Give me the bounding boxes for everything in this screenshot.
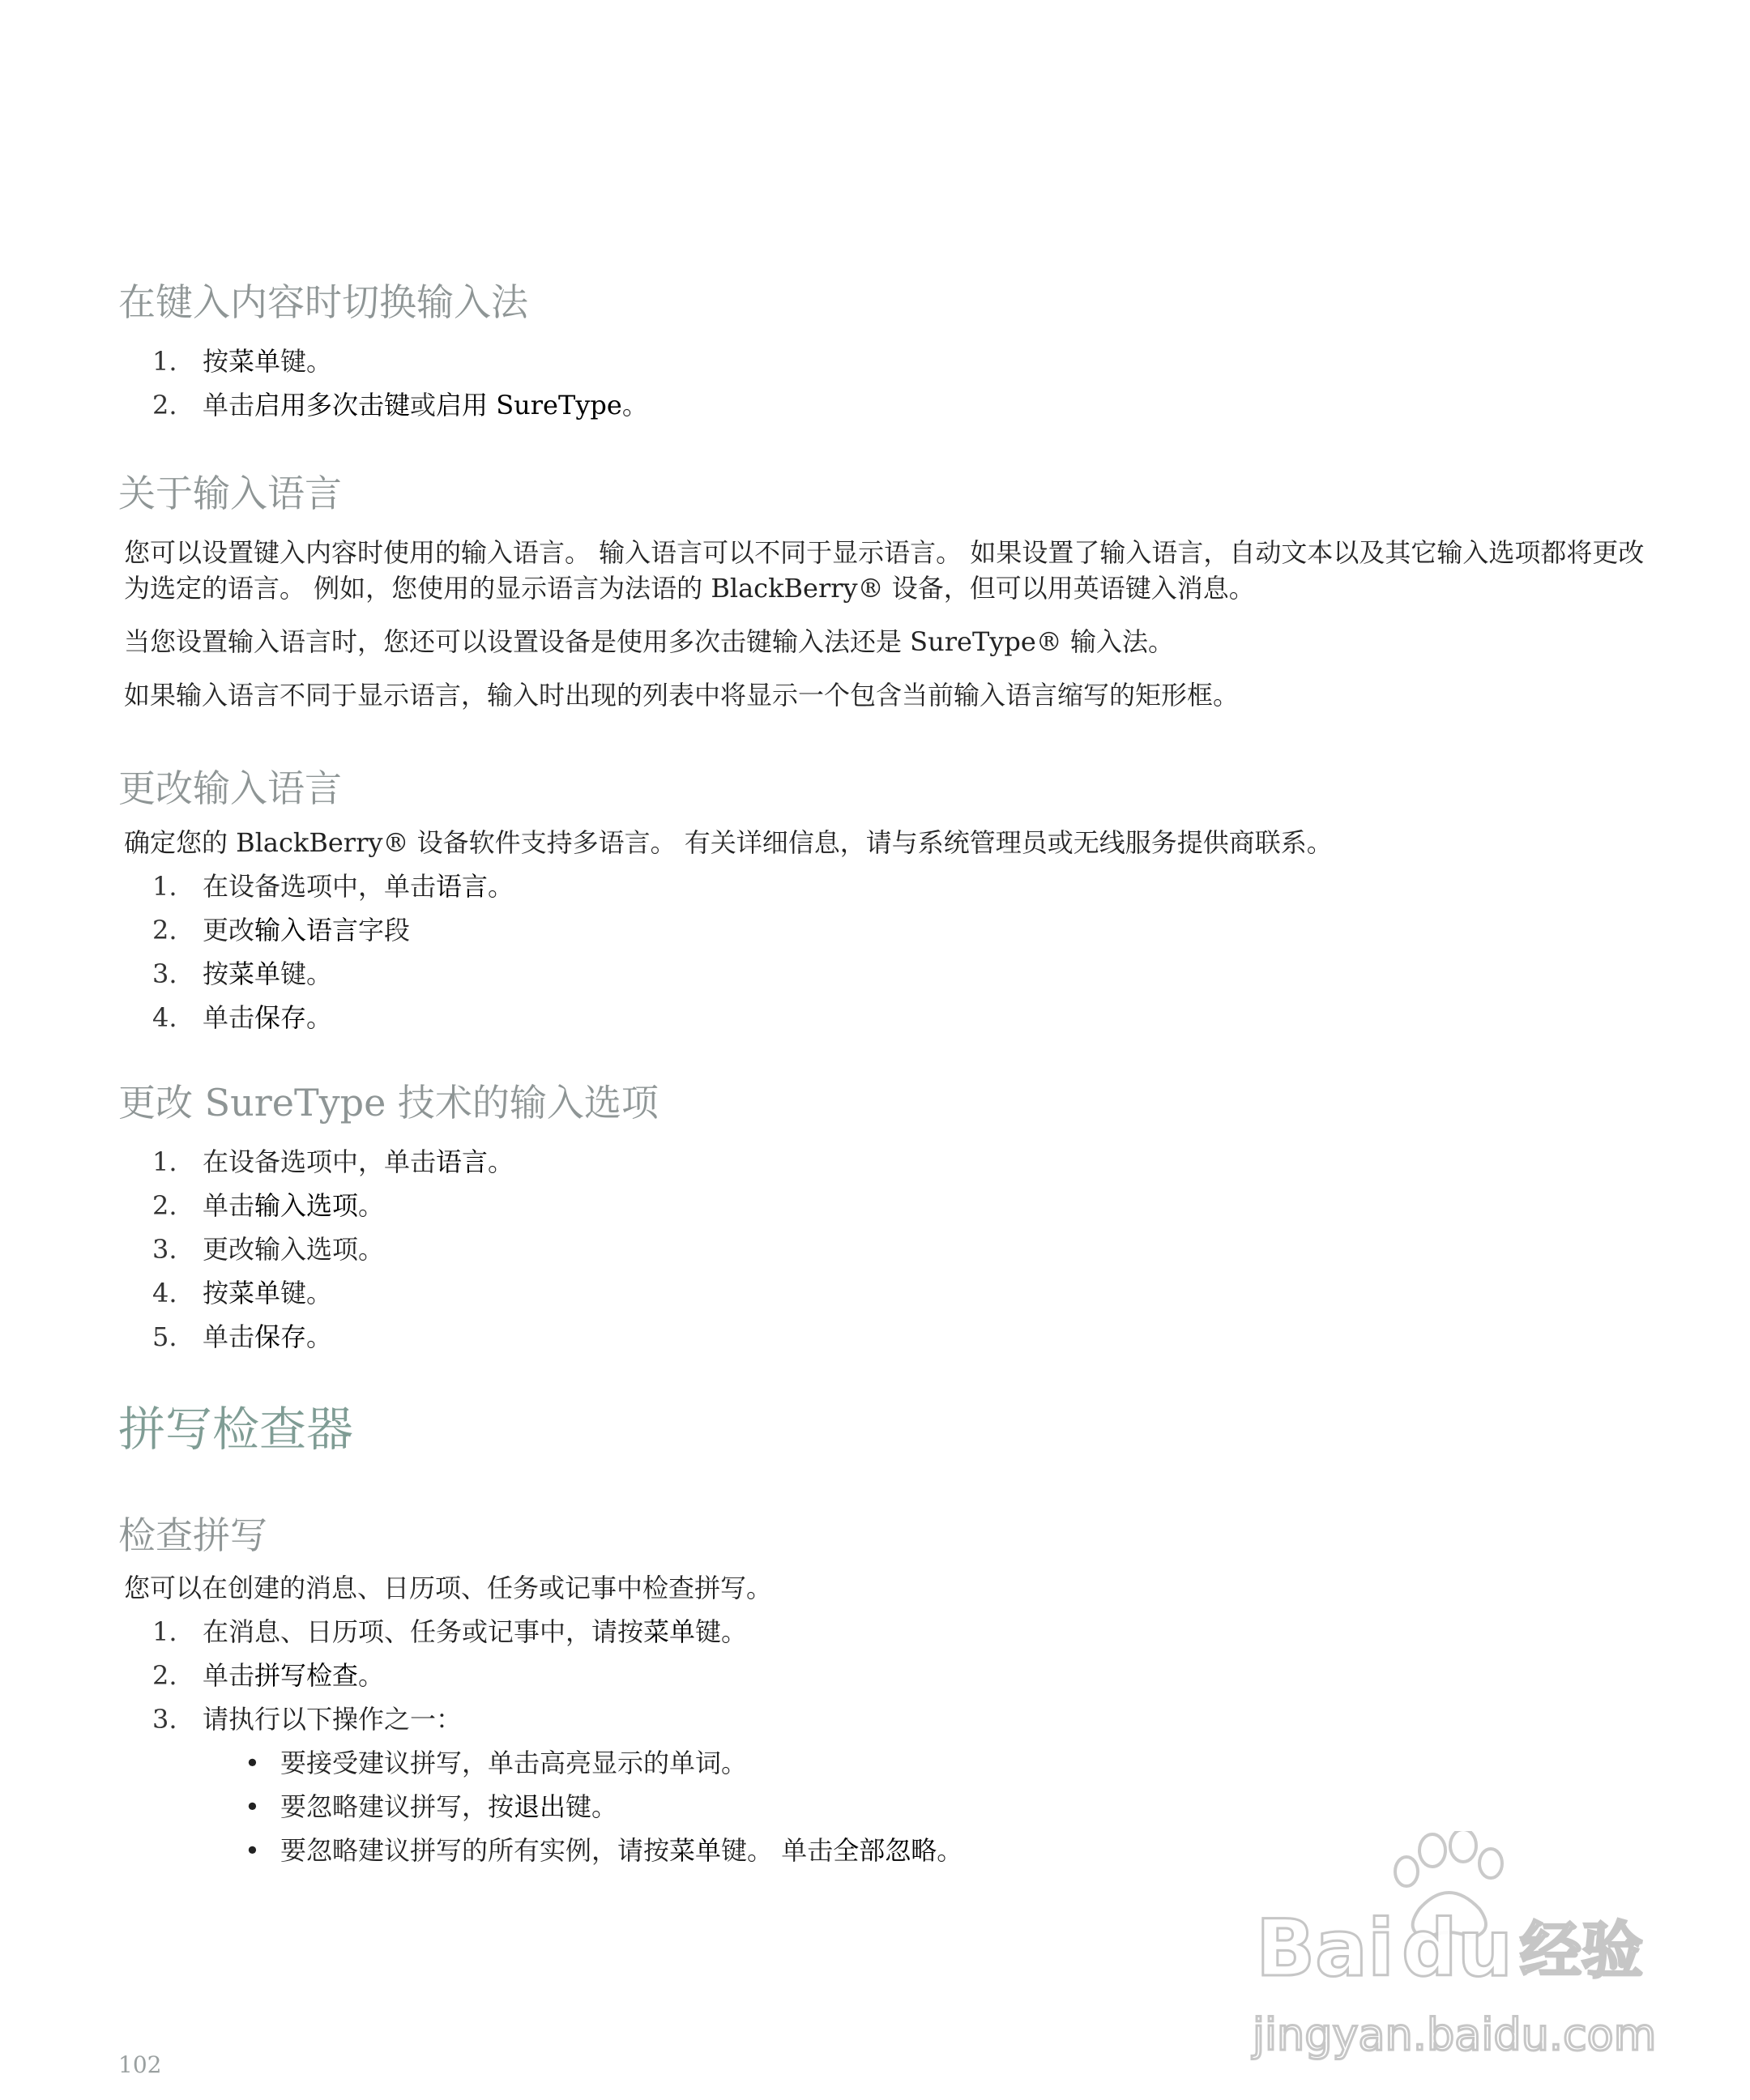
heading-switch-input: 在键入内容时切换输入法 xyxy=(118,280,528,324)
list-item: 1. 按菜单键。 xyxy=(152,346,333,377)
paragraph: 确定您的 BlackBerry® 设备软件支持多语言。 有关详细信息，请与系统管理员或无线服务提供商联系。 xyxy=(124,827,1333,858)
list-item: 3. 请执行以下操作之一： xyxy=(152,1704,463,1735)
list-item: 1. 在设备选项中，单击语言。 xyxy=(152,1146,514,1177)
page-number: 102 xyxy=(118,2051,162,2078)
bullet-item: • 要接受建议拼写，单击高亮显示的单词。 xyxy=(245,1748,748,1778)
svg-text:经验: 经验 xyxy=(1520,1914,1643,1987)
list-item: 2. 单击拼写检查。 xyxy=(152,1660,385,1691)
list-item: 4. 单击保存。 xyxy=(152,1002,333,1033)
paragraph: 您可以设置键入内容时使用的输入语言。 输入语言可以不同于显示语言。 如果设置了输入语言，自动文本以及其它输入选项都将更改为选定的语言。 例如，您使用的显示语言为法语的 BlackBerry® 设备，但可以用英语键入消息。 xyxy=(124,537,1645,604)
baidu-watermark-logo xyxy=(1248,1831,1669,2074)
list-item: 2. 单击输入选项。 xyxy=(152,1190,385,1221)
bullet-item: • 要忽略建议拼写，按退出键。 xyxy=(245,1791,618,1822)
heading-about-language: 关于输入语言 xyxy=(118,472,342,515)
heading-suretype-options: 更改 SureType 技术的输入选项 xyxy=(118,1081,659,1125)
bullet-item: • 要忽略建议拼写的所有实例，请按菜单键。 单击全部忽略。 xyxy=(245,1835,963,1866)
paragraph: 您可以在创建的消息、日历项、任务或记事中检查拼写。 xyxy=(124,1573,773,1603)
heading-spell-checker: 拼写检查器 xyxy=(118,1402,354,1457)
paragraph: 当您设置输入语言时，您还可以设置设备是使用多次击键输入法还是 SureType® 输入法。 xyxy=(124,626,1174,657)
heading-change-language: 更改输入语言 xyxy=(118,766,342,810)
list-item: 3. 更改输入选项。 xyxy=(152,1234,385,1265)
heading-check-spelling: 检查拼写 xyxy=(118,1513,267,1557)
svg-text:du: du xyxy=(1402,1903,1513,1994)
list-item: 2. 单击启用多次击键或启用 SureType。 xyxy=(152,390,648,420)
paragraph: 如果输入语言不同于显示语言，输入时出现的列表中将显示一个包含当前输入语言缩写的矩形框。 xyxy=(124,680,1240,711)
list-item: 5. 单击保存。 xyxy=(152,1321,333,1352)
svg-text:jingyan.baidu.com: jingyan.baidu.com xyxy=(1253,2009,1657,2060)
list-item: 2. 更改输入语言字段 xyxy=(152,915,411,945)
list-item: 3. 按菜单键。 xyxy=(152,958,333,989)
list-item: 1. 在设备选项中，单击语言。 xyxy=(152,871,514,902)
svg-text:Bai: Bai xyxy=(1256,1903,1394,1994)
list-item: 4. 按菜单键。 xyxy=(152,1278,333,1308)
list-item: 1. 在消息、日历项、任务或记事中，请按菜单键。 xyxy=(152,1616,748,1647)
